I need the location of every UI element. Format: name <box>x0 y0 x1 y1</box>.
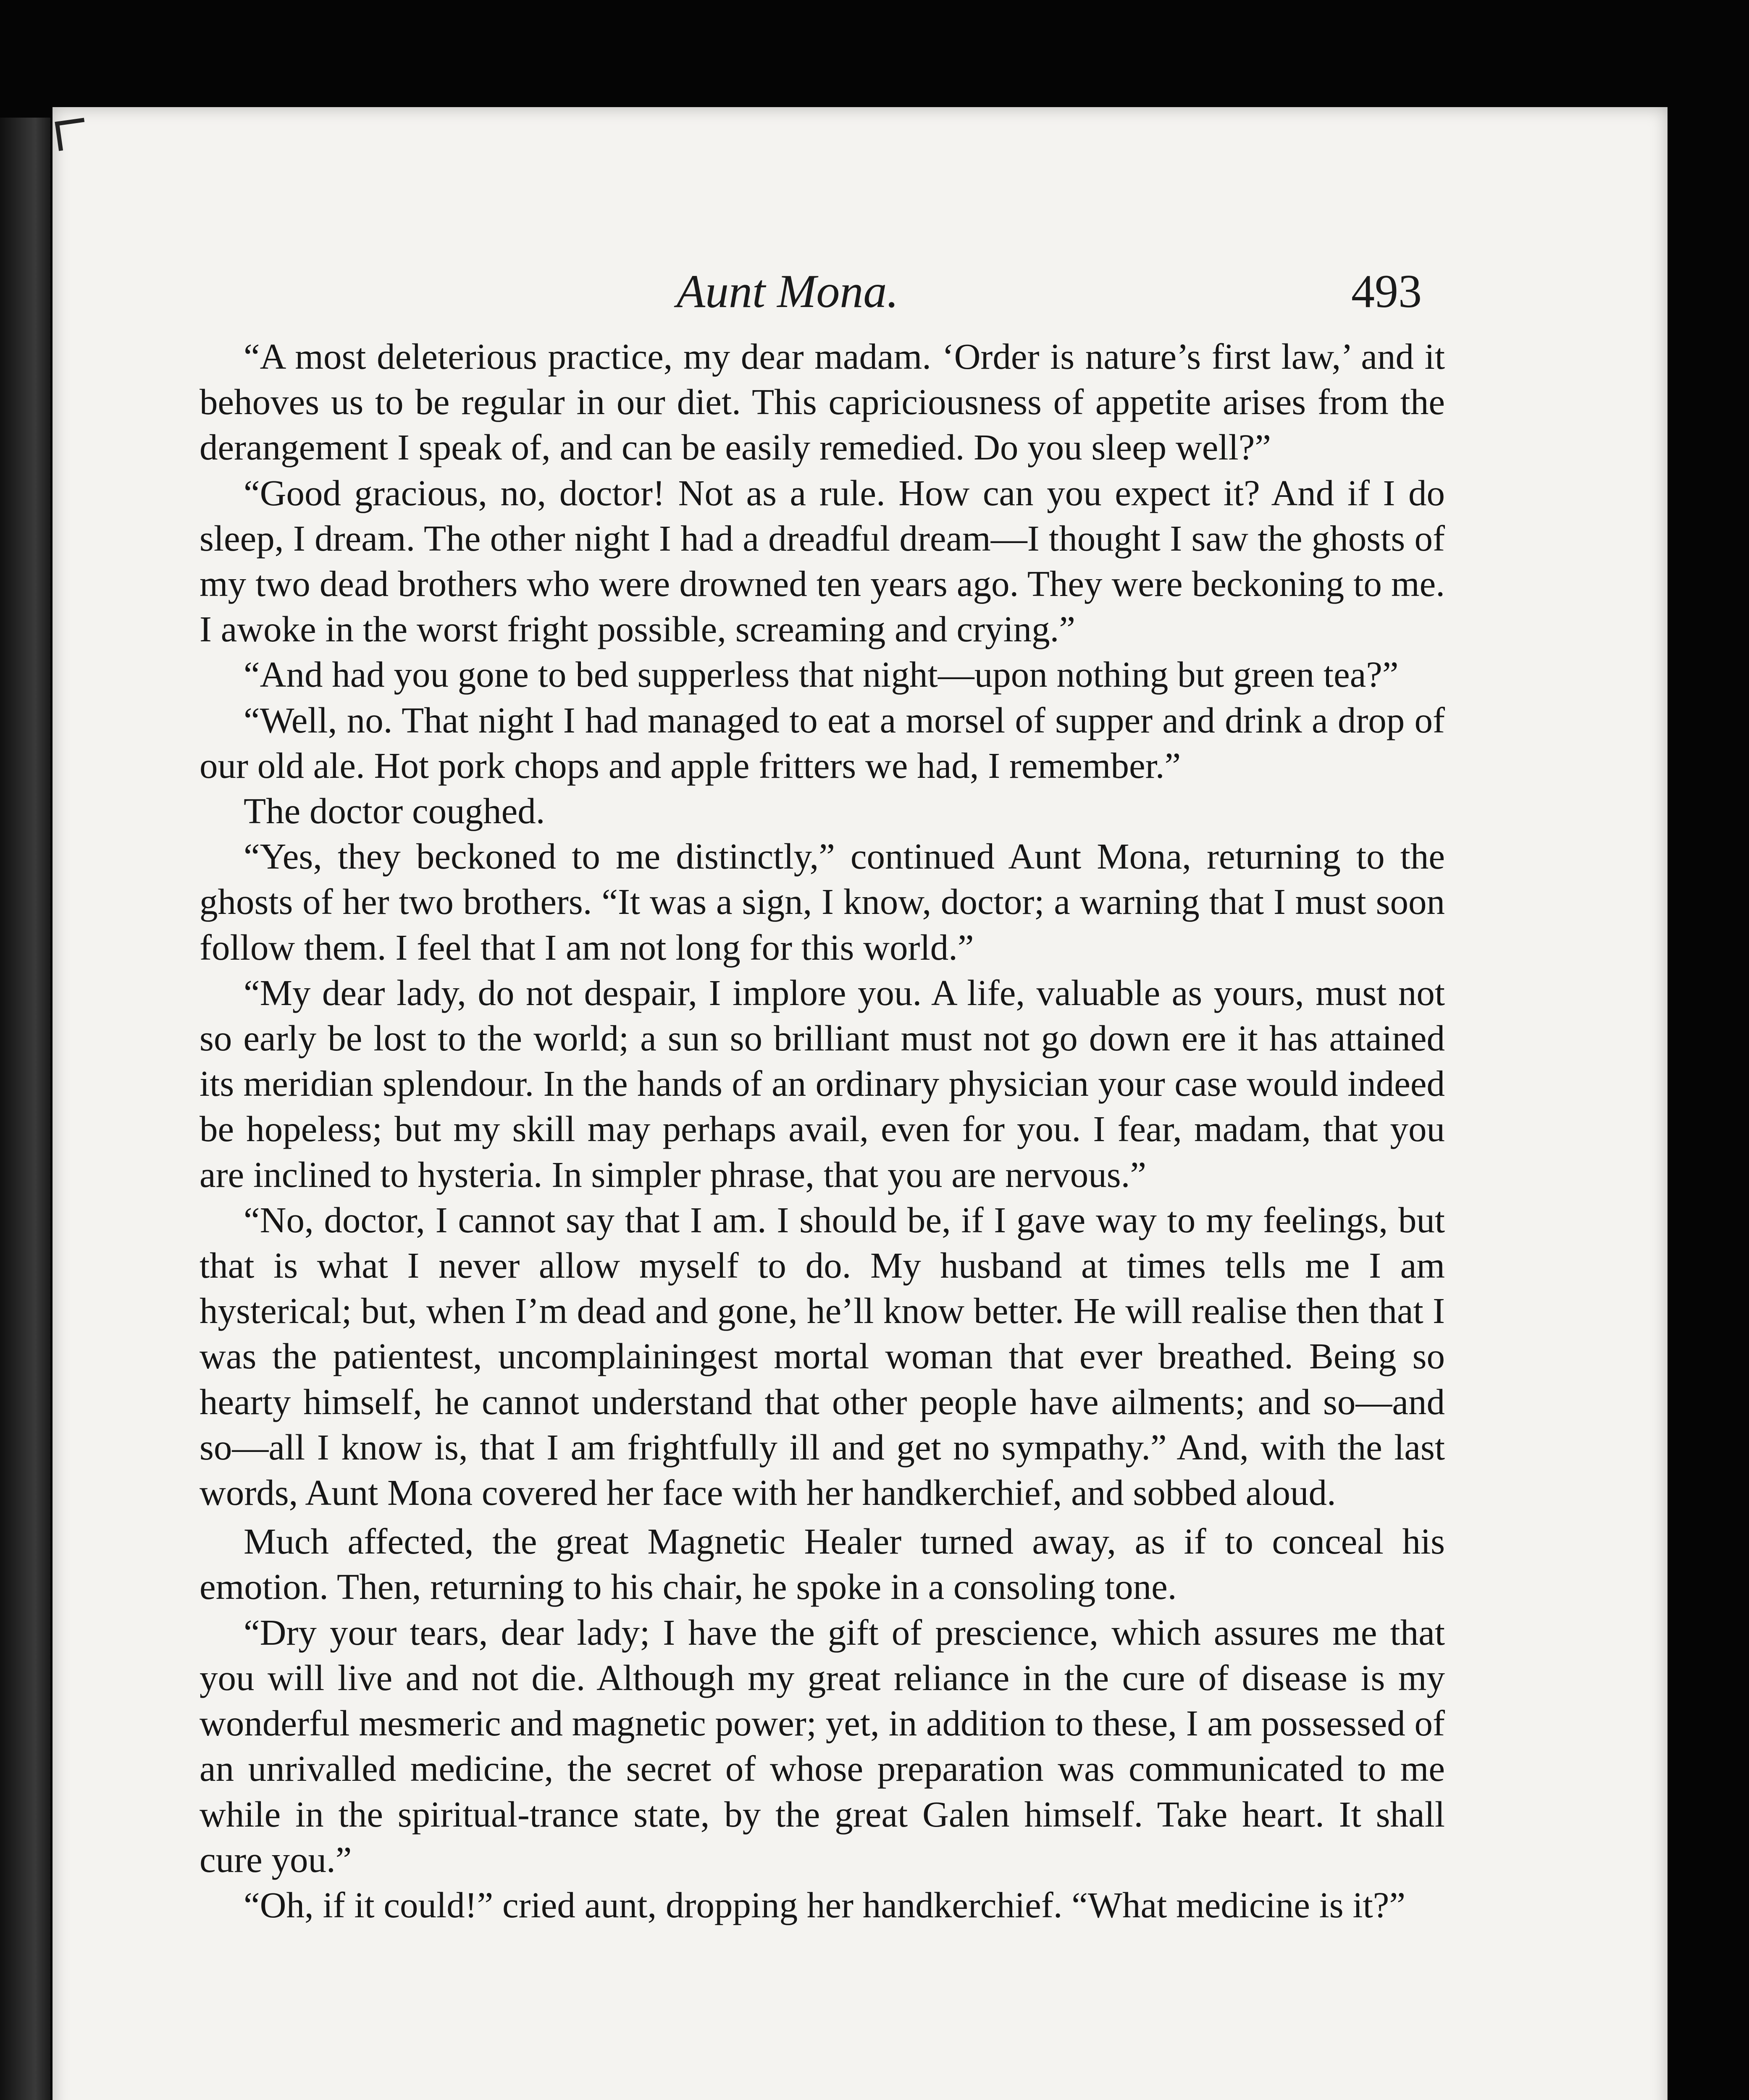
paragraph: “Well, no. That night I had managed to eat a morsel of supper and drink a drop of our old ale. Hot pork chops and apple fritters we had, I remember.” <box>200 699 1445 786</box>
paragraph: “Oh, if it could!” cried aunt, dropping her handkerchief. “What medicine is it?” <box>244 1884 1405 1925</box>
paragraph: The doctor coughed. <box>244 790 545 832</box>
running-title: Aunt Mona. <box>676 265 899 318</box>
book-page <box>53 107 1668 2100</box>
paragraph: “Dry your tears, dear lady; I have the gift of prescience, which assures me that you will live and not die. Although my great reliance in the cure of disease is my wonderful mesmeric and magnetic power; yet, in addition to these, I am possessed of an unrivalled medicine, the secret of whose preparation was communicated to me while in the spiritual-trance state, by the great Galen himself. Take heart. It shall cure you.” <box>200 1612 1445 1880</box>
paragraph: “Good gracious, no, doctor! Not as a rule. How can you expect it? And if I do sleep, I dream. The other night I had a dreadful dream—I thought I saw the ghosts of my two dead brothers who were drowned ten years ago. They were beckoning to me. I awoke in the worst fright possible, screaming and crying.” <box>200 472 1445 650</box>
page-number: 493 <box>1351 265 1422 318</box>
page-corner-mark <box>55 118 88 151</box>
paragraph: “My dear lady, do not despair, I implore you. A life, valuable as yours, must not so early be lost to the world; a sun so brilliant must not go down ere it has attained its meridian splendour. In the hands of an ordinary physician your case would indeed be hopeless; but my skill may perhaps avail, even for you. I fear, madam, that you are inclined to hysteria. In simpler phrase, that you are nervous.” <box>200 972 1445 1195</box>
paragraph: “No, doctor, I cannot say that I am. I should be, if I gave way to my feelings, but that is what I never allow myself to do. My husband at times tells me I am hysterical; but, when I’m dead and gone, he’ll know better. He will realise then that I was the patientest, uncomplainingest mortal woman that ever breathed. Being so hearty himself, he cannot understand that other people have ailments; and so—and so—all I know is, that I am frightfully ill and get no sympathy.” And, with the last words, Aunt Mona covered her face with her handkerchief, and sobbed aloud. <box>200 1199 1445 1513</box>
text-body <box>200 334 1445 1928</box>
running-head <box>53 265 1668 332</box>
paragraph: “A most deleterious practice, my dear madam. ‘Order is nature’s first law,’ and it behoves us to be regular in our diet. This capriciousness of appetite arises from the derangement I speak of, and can be easily remedied. Do you sleep well?” <box>200 336 1445 468</box>
paragraph: “And had you gone to bed supperless that night—upon nothing but green tea?” <box>244 654 1399 695</box>
paragraph: “Yes, they beckoned to me distinctly,” continued Aunt Mona, returning to the ghosts of her two brothers. “It was a sign, I know, doctor; a warning that I must soon follow them. I feel that I am not long for this world.” <box>200 836 1445 968</box>
paragraph: Much affected, the great Magnetic Healer turned away, as if to conceal his emotion. Then, returning to his chair, he spoke in a consoling tone. <box>200 1521 1445 1607</box>
facing-page-edge <box>0 118 50 2100</box>
